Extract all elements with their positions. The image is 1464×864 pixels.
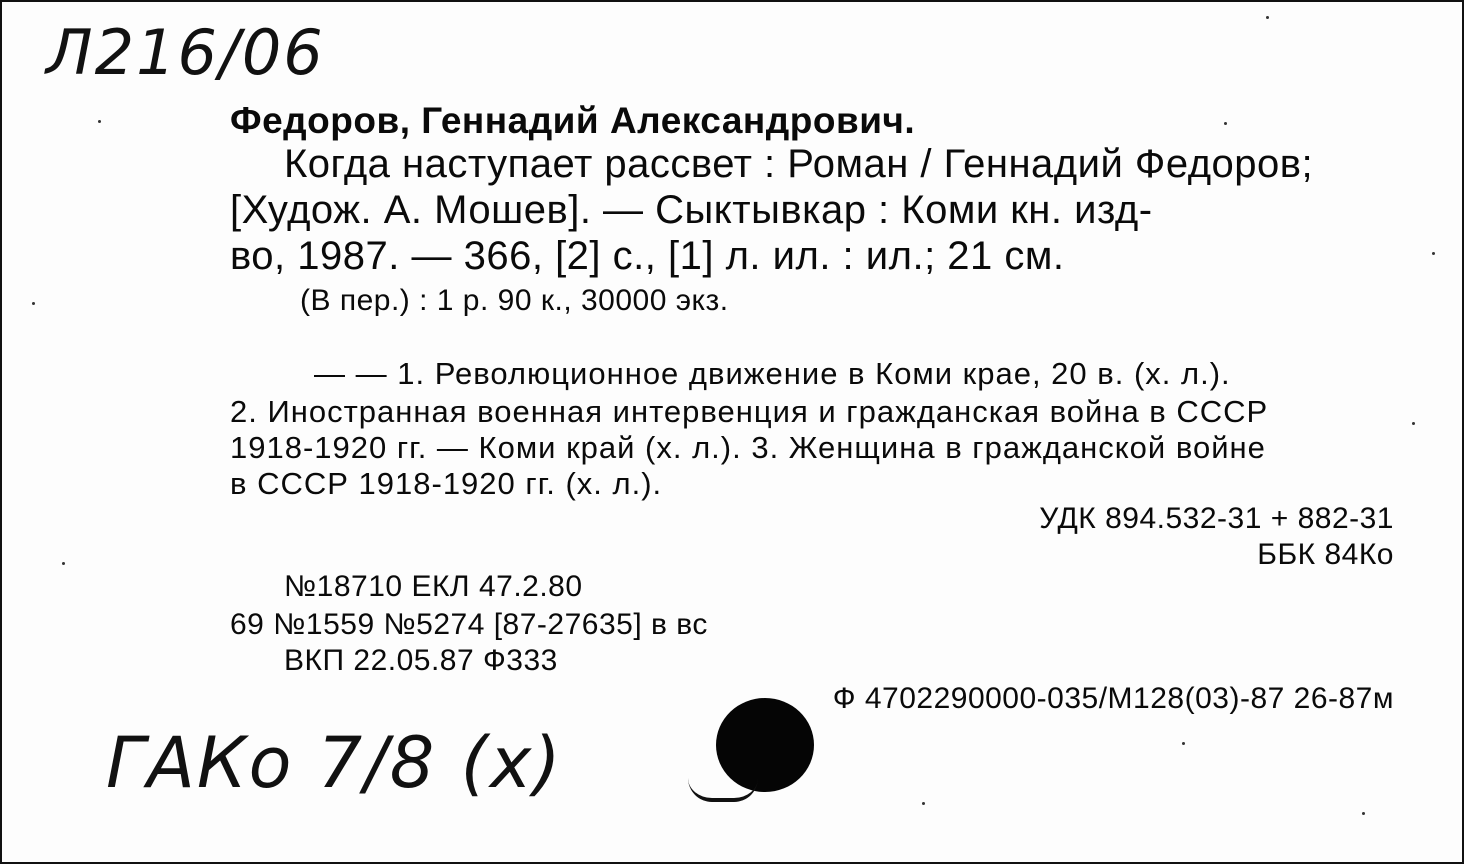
- catalog-line-3: ВКП 22.05.87 Ф333: [284, 644, 558, 677]
- subject-line-1: — — 1. Революционное движение в Коми крае, 20 в. (х. л.).: [314, 356, 1231, 391]
- udk-code: УДК 894.532-31 + 882-31: [1039, 502, 1394, 535]
- speck: [922, 802, 925, 805]
- speck: [1412, 422, 1415, 425]
- subject-line-2: 2. Иностранная военная интервенция и гражданская война в СССР: [230, 394, 1269, 429]
- handwritten-shelfmark: Л216/06: [46, 16, 325, 89]
- ink-stamp-swoosh: [688, 778, 758, 802]
- catalog-line-2: 69 №1559 №5274 [87-27635] в вс: [230, 608, 708, 641]
- speck: [62, 562, 65, 565]
- price-line: (В пер.) : 1 р. 90 к., 30000 экз.: [300, 284, 729, 317]
- author-heading: Федоров, Геннадий Александрович.: [230, 100, 916, 141]
- subject-line-3: 1918-1920 гг. — Коми край (х. л.). 3. Женщина в гражданской войне: [230, 430, 1266, 465]
- speck: [1224, 122, 1227, 125]
- speck: [98, 120, 101, 123]
- isbn-line: Ф 4702290000-035/М128(03)-87 26-87м: [832, 682, 1394, 715]
- speck: [1432, 252, 1435, 255]
- handwritten-archive-mark: ГАКо 7/8 (х): [106, 722, 563, 804]
- subject-line-4: в СССР 1918-1920 гг. (х. л.).: [230, 466, 663, 501]
- speck: [32, 302, 35, 305]
- title-line-1: Когда наступает рассвет : Роман / Геннадий Федоров;: [284, 142, 1314, 186]
- bbk-code: ББК 84Ко: [1257, 538, 1394, 571]
- speck: [1182, 742, 1185, 745]
- title-line-3: во, 1987. — 366, [2] с., [1] л. ил. : ил.; 21 см.: [230, 234, 1065, 278]
- catalog-line-1: №18710 ЕКЛ 47.2.80: [284, 570, 583, 603]
- speck: [1266, 16, 1269, 19]
- speck: [1362, 812, 1365, 815]
- title-line-2: [Худож. А. Мошев]. — Сыктывкар : Коми кн. изд-: [230, 188, 1153, 232]
